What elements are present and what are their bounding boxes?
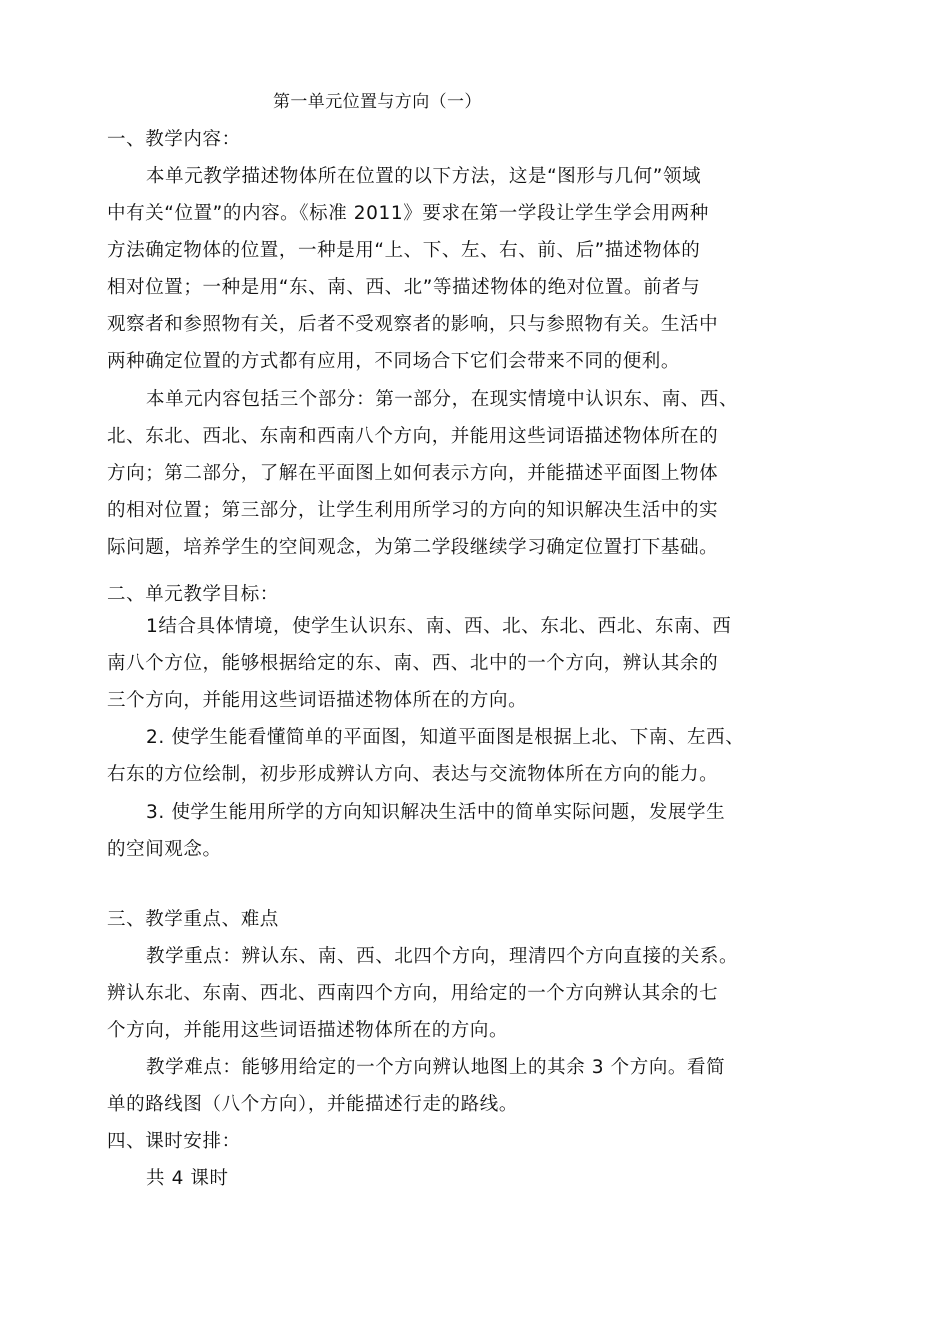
section-2-para-3-line-2: 的空间观念。: [107, 839, 222, 860]
section-2-para-1-line-1: 1结合具体情境，使学生认识东、南、西、北、东北、西北、东南、西: [146, 616, 732, 637]
section-3-heading: 三、教学重点、难点: [107, 909, 279, 930]
section-3-para-1-line-2: 辨认东北、东南、西北、西南四个方向，用给定的一个方向辨认其余的七: [107, 983, 719, 1004]
section-1-heading: 一、教学内容：: [107, 129, 241, 150]
section-1-para-2-line-1: 本单元内容包括三个部分：第一部分，在现实情境中认识东、南、西、: [146, 389, 739, 410]
section-1-para-1-line-2: 中有关“位置”的内容。《标准 2011》要求在第一学段让学生学会用两种: [107, 203, 709, 224]
section-1-para-2-line-4: 的相对位置；第三部分，让学生利用所学习的方向的知识解决生活中的实: [107, 500, 719, 521]
section-1-para-2-line-2: 北、东北、西北、东南和西南八个方向，并能用这些词语描述物体所在的: [107, 426, 719, 447]
section-2-para-1-line-3: 三个方向，并能用这些词语描述物体所在的方向。: [107, 690, 528, 711]
section-2-para-2-line-2: 右东的方位绘制，初步形成辨认方向、表达与交流物体所在方向的能力。: [107, 764, 719, 785]
section-1-para-1-line-6: 两种确定位置的方式都有应用，不同场合下它们会带来不同的便利。: [107, 351, 681, 372]
section-3-para-1-line-3: 个方向，并能用这些词语描述物体所在的方向。: [107, 1020, 509, 1041]
section-3-para-1-line-1: 教学重点：辨认东、南、西、北四个方向，理清四个方向直接的关系。: [146, 946, 739, 967]
section-1-para-2-line-3: 方向；第二部分，了解在平面图上如何表示方向，并能描述平面图上物体: [107, 463, 719, 484]
section-4-para-1-line-1: 共 4 课时: [146, 1168, 229, 1189]
section-1-para-1-line-3: 方法确定物体的位置，一种是用“上、下、左、右、前、后”描述物体的: [107, 240, 701, 261]
section-1-para-2-line-5: 际问题，培养学生的空间观念，为第二学段继续学习确定位置打下基础。: [107, 537, 719, 558]
section-3-para-2-line-2: 单的路线图（八个方向），并能描述行走的路线。: [107, 1094, 518, 1115]
section-2-para-3-line-1: 3. 使学生能用所学的方向知识解决生活中的简单实际问题，发展学生: [146, 802, 726, 823]
section-1-para-1-line-1: 本单元教学描述物体所在位置的以下方法，这是“图形与几何”领域: [146, 166, 702, 187]
section-2-para-1-line-2: 南八个方位，能够根据给定的东、南、西、北中的一个方向，辨认其余的: [107, 653, 719, 674]
document-title: 第一单元位置与方向（一）: [273, 92, 482, 112]
section-3-para-2-line-1: 教学难点：能够用给定的一个方向辨认地图上的其余 3 个方向。看简: [146, 1057, 726, 1078]
section-2-para-2-line-1: 2. 使学生能看懂简单的平面图，知道平面图是根据上北、下南、左西、: [146, 727, 745, 748]
section-4-heading: 四、课时安排：: [107, 1131, 241, 1152]
section-1-para-1-line-4: 相对位置；一种是用“东、南、西、北”等描述物体的绝对位置。前者与: [107, 277, 701, 298]
section-2-heading: 二、单元教学目标：: [107, 584, 279, 605]
section-1-para-1-line-5: 观察者和参照物有关，后者不受观察者的影响，只与参照物有关。生活中: [107, 314, 719, 335]
